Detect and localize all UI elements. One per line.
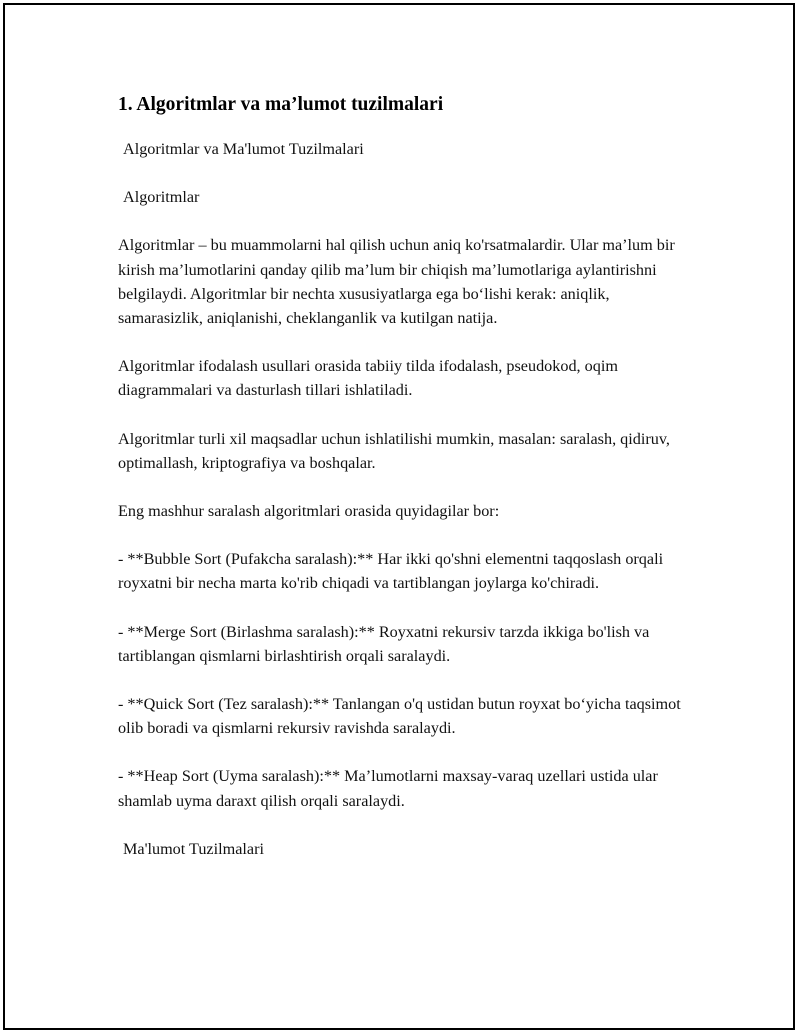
paragraph-representation: Algoritmlar ifodalash usullari orasida tabiiy tilda ifodalash, pseudokod, oqim diagrammalari va dasturlash tillari ishlatiladi. [118,357,618,400]
paragraph-sorting-intro: Eng mashhur saralash algoritmlari orasida quyidagilar bor: [118,502,500,521]
paragraph-definition: Algoritmlar – bu muammolarni hal qilish uchun aniq ko'rsatmalardir. Ular ma’lum bir kirish ma’lumotlarini qanday qilib ma’lum bir chiqish ma’lumotlariga aylantirishni belgilaydi. Algoritmlar bir nechta xususiyatlarga ega bo‘lishi kerak: aniqlik, samarasizlik, aniqlanishi, cheklanganlik va kutilgan natija. [118,236,675,328]
list-item-merge-sort: - **Merge Sort (Birlashma saralash):** Royxatni rekursiv tarzda ikkiga bo'lish va tartiblangan qismlarni birlashtirish orqali saralaydi. [118,622,650,665]
list-item-quick-sort: - **Quick Sort (Tez saralash):** Tanlangan o'q ustidan butun royxat bo‘yicha taqsimot olib boradi va qismlarni rekursiv ravishda saralaydi. [118,695,681,738]
paragraph-purposes: Algoritmlar turli xil maqsadlar uchun ishlatilishi mumkin, masalan: saralash, qidiruv, optimallash, kriptografiya va boshqalar. [118,429,670,472]
section-heading-main: Algoritmlar va Ma'lumot Tuzilmalari [123,140,364,158]
section-heading-algorithms: Algoritmlar [123,188,200,207]
list-item-heap-sort: - **Heap Sort (Uyma saralash):** Ma’lumotlarni maxsay-varaq uzellari ustida ular shamlab uyma daraxt qilish orqali saralaydi. [118,767,658,810]
document-title: 1. Algoritmlar va ma’lumot tuzilmalari [118,94,444,115]
list-item-bubble-sort: - **Bubble Sort (Pufakcha saralash):** Har ikki qo'shni elementni taqqoslash orqali royxatni bir necha marta ko'rib chiqadi va tartiblangan joylarga ko'chiradi. [118,550,664,593]
section-heading-data-structures: Ma'lumot Tuzilmalari [123,839,264,858]
document-body [118,92,698,885]
